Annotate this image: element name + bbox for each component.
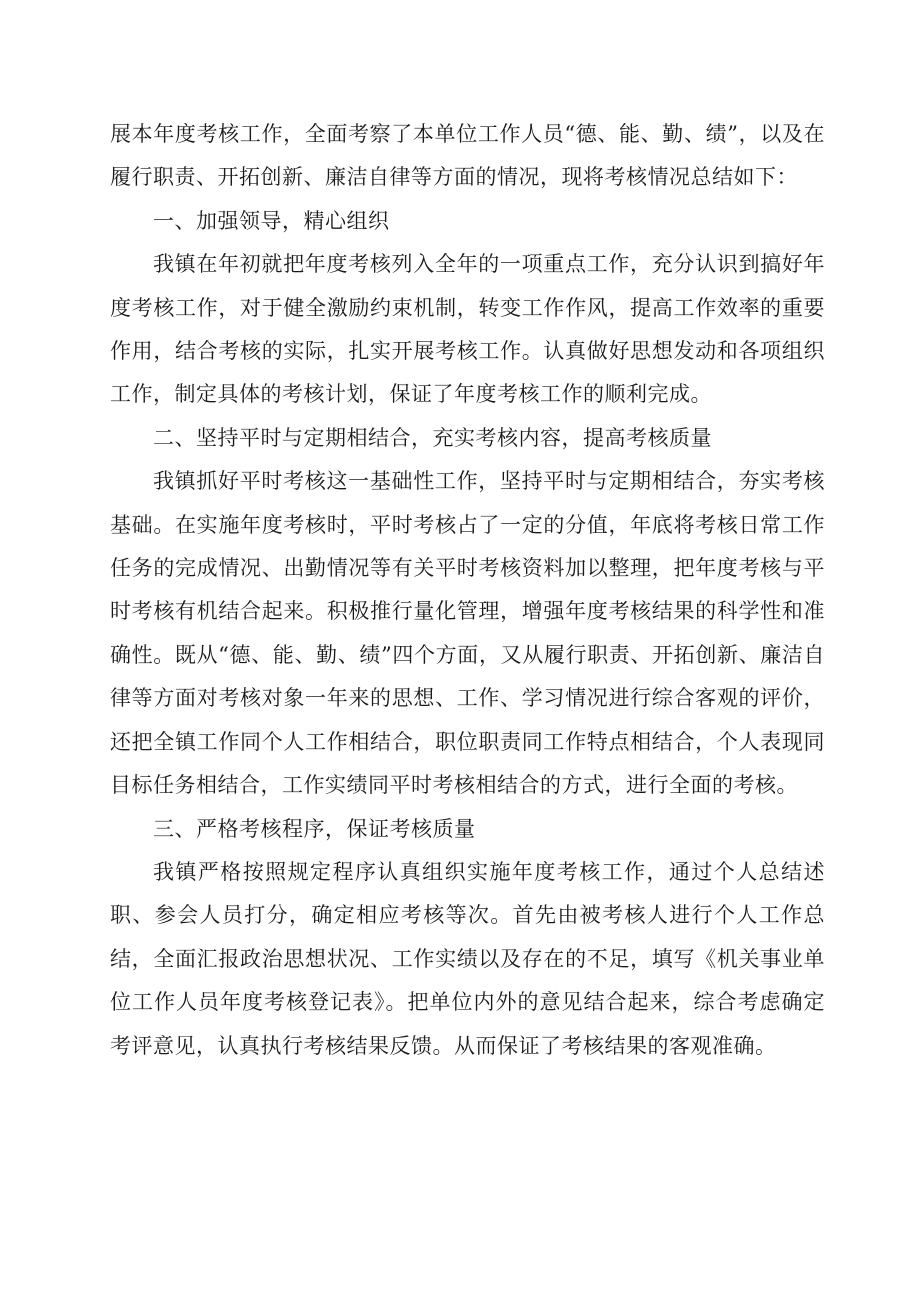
paragraph-section-3: 我镇严格按照规定程序认真组织实施年度考核工作，通过个人总结述职、参会人员打分，确定相应考核等次。首先由被考核人进行个人工作总结，全面汇报政治思想状况、工作实绩以及存在的不足，填写《机关事业单位工作人员年度考核登记表》。把单位内外的意见结合起来，综合考虑确定考评意见，认真执行考核结果反馈。从而保证了考核结果的客观准确。 [110,859,825,1058]
paragraph-section-2: 我镇抓好平时考核这一基础性工作，坚持平时与定期相结合，夯实考核基础。在实施年度考核时，平时考核占了一定的分值，年底将考核日常工作任务的完成情况、出勤情况等有关平时考核资料加以整理，把年度考核与平时考核有机结合起来。积极推行量化管理，增强年度考核结果的科学性和准确性。既从“德、能、勤、绩”四个方面，又从履行职责、开拓创新、廉洁自律等方面对考核对象一年来的思想、工作、学习情况进行综合客观的评价，还把全镇工作同个人工作相结合，职位职责同工作特点相结合，个人表现同目标任务相结合，工作实绩同平时考核相结合的方式，进行全面的考核。 [110,469,825,798]
section-heading-2: 二、坚持平时与定期相结合，充实考核内容，提高考核质量 [153,425,712,450]
paragraph-intro: 展本年度考核工作，全面考察了本单位工作人员“德、能、勤、绩”，以及在履行职责、开拓创新、廉洁自律等方面的情况，现将考核情况总结如下： [110,122,825,190]
section-heading-3: 三、严格考核程序，保证考核质量 [153,816,476,841]
paragraph-section-1: 我镇在年初就把年度考核列入全年的一项重点工作，充分认识到搞好年度考核工作，对于健全激励约束机制，转变工作作风，提高工作效率的重要作用，结合考核的实际，扎实开展考核工作。认真做好思想发动和各项组织工作，制定具体的考核计划，保证了年度考核工作的顺利完成。 [110,252,825,407]
section-heading-1: 一、加强领导，精心组织 [153,208,390,233]
document-body [110,113,825,1068]
